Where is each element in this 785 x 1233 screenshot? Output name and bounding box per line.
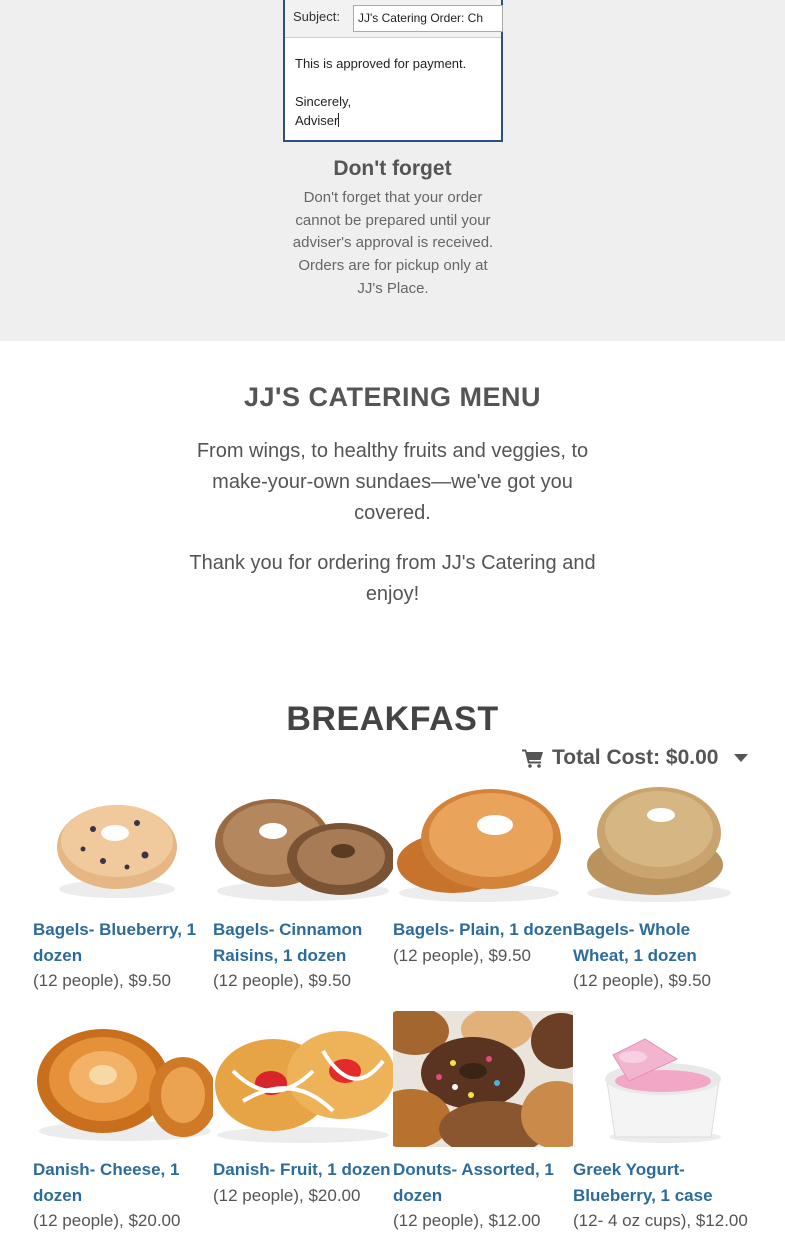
menu-item-danish-fruit[interactable] <box>213 1011 393 1208</box>
email-approval-example <box>283 0 503 142</box>
email-body-line: This is approved for payment. <box>295 56 467 71</box>
menu-thanks: Thank you for ordering from JJ's Catering and enjoy! <box>189 552 596 605</box>
email-subject-field: JJ's Catering Order: Ch <box>353 5 503 32</box>
menu-item-greek-yogurt-blueberry[interactable] <box>573 1011 753 1233</box>
bagel-whole-wheat-image <box>573 771 753 907</box>
item-name[interactable]: Bagels- Whole Wheat, 1 dozen <box>573 920 697 965</box>
email-signature: Adviser <box>295 113 339 128</box>
menu-item-donuts-assorted[interactable] <box>393 1011 573 1233</box>
email-subject-row <box>285 0 501 38</box>
item-price: (12 people), $9.50 <box>573 971 711 990</box>
donuts-assorted-image <box>393 1011 573 1147</box>
bagel-cinnamon-raisin-image <box>213 771 393 907</box>
menu-item-danish-cheese[interactable] <box>33 1011 213 1233</box>
email-body <box>295 54 466 130</box>
total-cost-dropdown[interactable] <box>522 743 748 773</box>
email-body-line: Sincerely, <box>295 94 352 109</box>
item-price: (12 people), $12.00 <box>393 1211 541 1230</box>
menu-item-bagels-blueberry[interactable] <box>33 771 213 993</box>
item-name[interactable]: Donuts- Assorted, 1 dozen <box>393 1160 554 1205</box>
bagel-blueberry-image <box>33 771 213 907</box>
danish-cheese-image <box>33 1011 213 1147</box>
email-subject-label: Subject: <box>293 9 340 24</box>
item-name[interactable]: Danish- Fruit, 1 dozen <box>213 1160 391 1179</box>
menu-title: JJ'S CATERING MENU <box>244 382 541 412</box>
item-name[interactable]: Greek Yogurt- Blueberry, 1 case <box>573 1160 713 1205</box>
total-cost-label: Total Cost: $0.00 <box>552 746 719 769</box>
bagel-plain-image <box>393 771 573 907</box>
item-price: (12 people), $9.50 <box>213 971 351 990</box>
menu-item-bagels-plain[interactable] <box>393 771 573 968</box>
item-price: (12 people), $20.00 <box>33 1211 181 1230</box>
menu-item-bagels-cinnamon-raisins[interactable] <box>213 771 393 993</box>
email-body-line <box>295 111 466 130</box>
menu-intro: From wings, to healthy fruits and veggies, to make-your-own sundaes—we've got you covered. <box>196 440 589 524</box>
shopping-cart-icon <box>522 748 544 768</box>
text-cursor <box>338 113 339 127</box>
item-name[interactable]: Bagels- Plain, 1 dozen <box>393 920 573 939</box>
reminder-title: Don't forget <box>333 157 452 180</box>
section-title-breakfast: BREAKFAST <box>286 700 499 738</box>
item-price: (12 people), $9.50 <box>33 971 171 990</box>
menu-item-bagels-whole-wheat[interactable] <box>573 771 753 993</box>
item-price: (12 people), $20.00 <box>213 1185 361 1205</box>
danish-fruit-image <box>213 1011 393 1147</box>
item-price: (12 people), $9.50 <box>393 945 531 965</box>
caret-down-icon <box>734 754 748 762</box>
greek-yogurt-image <box>573 1011 753 1147</box>
item-price: (12- 4 oz cups), $12.00 <box>573 1211 748 1230</box>
item-name[interactable]: Danish- Cheese, 1 dozen <box>33 1160 180 1205</box>
item-name[interactable]: Bagels- Cinnamon Raisins, 1 dozen <box>213 920 363 965</box>
reminder-text: Don't forget that your order cannot be prepared until your adviser's approval is received. Orders are for pickup only at JJ's Place. <box>292 189 494 297</box>
item-name[interactable]: Bagels- Blueberry, 1 dozen <box>33 920 197 965</box>
